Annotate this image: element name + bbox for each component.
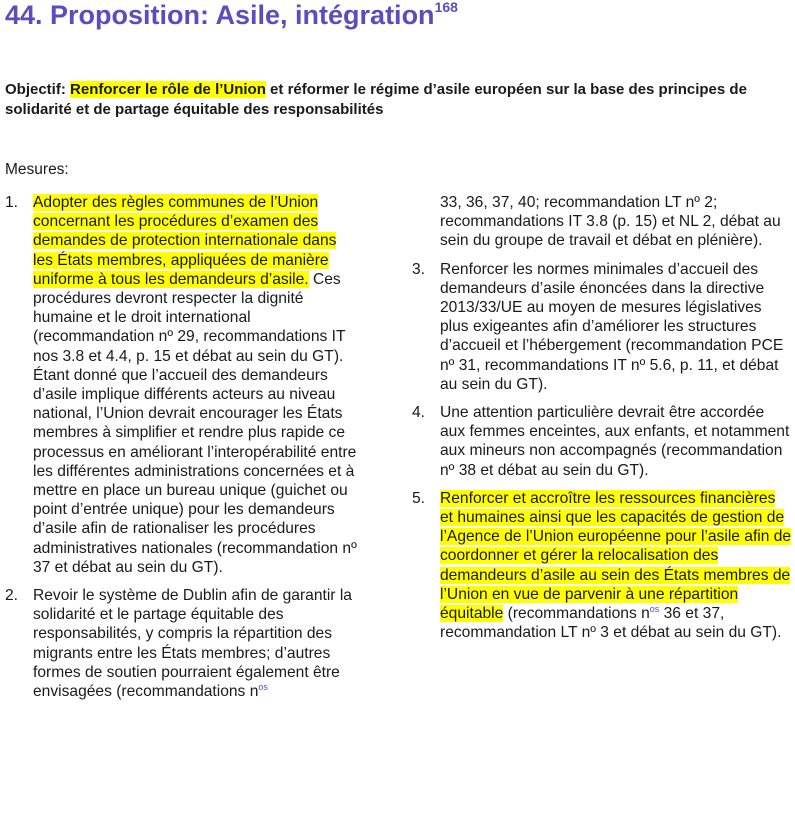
item-number: 4. xyxy=(412,404,426,422)
item-text: Ces procédures devront respecter la dignité humaine et le droit international (recommandation nº 29, recommandations IT nos 3.8 et 4.4, p. 15 et débat au sein du GT). Étant donné que l’accueil des demandeurs d’asile implique différents acteurs au niveau national, l’Union devrait encourager les États membres à simplifier et rendre plus rapide ce processus en améliorant l’interopérabilité entre les différentes administrations concernées et à mettre en place un bureau unique (guichet ou point d’entrée unique) pour les demandeurs d’asile afin de rationaliser les procédures administratives nationales (recommandation nº 37 et débat au sein du GT). xyxy=(33,270,357,576)
list-item xyxy=(5,586,360,701)
item-number: 1. xyxy=(5,194,19,211)
item-text-continued: 33, 36, 37, 40; recommandation LT nº 2; recommandations IT 3.8 (p. 15) et NL 2, débat au sein du groupe de travail et débat en plénière). xyxy=(440,194,781,250)
list-item xyxy=(412,489,792,643)
objective-label: Objectif: xyxy=(5,81,71,98)
objective-rest: et réformer le régime d’asile européen sur la base des principes de solidarité et de partage équitable des responsabilités xyxy=(5,81,747,118)
item-superscript: os xyxy=(649,603,660,614)
item-text: Renforcer les normes minimales d’accueil des demandeurs d’asile énoncées dans la directive 2013/33/UE au moyen de mesures législatives plus exigeantes afin d’améliorer les structures d’accueil et l’hébergement (recommandation PCE nº 31, recommandations IT nº 5.6, p. 11, et débat au sein du GT). xyxy=(440,260,784,393)
list-item xyxy=(412,260,792,394)
item-superscript: os xyxy=(258,681,268,692)
list-item xyxy=(5,193,360,577)
item-number: 3. xyxy=(412,260,426,278)
section-title-text: 44. Proposition: Asile, intégration xyxy=(5,0,435,30)
item-highlight: Adopter des règles communes de l’Union concernant les procédures d’examen des demandes de protection internationale dans les États membres, appliquées de manière uniforme à tous les demandeurs d’asile. xyxy=(33,194,337,288)
item-number: 5. xyxy=(412,489,426,507)
item-text: Une attention particulière devrait être accordée aux femmes enceintes, aux enfants, et notamment aux mineurs non accompagnés (recommandation nº 38 et débat au sein du GT). xyxy=(440,404,790,479)
objective-paragraph xyxy=(5,80,775,120)
left-column xyxy=(5,193,360,710)
right-column xyxy=(412,193,792,651)
item-text-after: 36 et 37, recommandation LT nº 3 et débat au sein du GT). xyxy=(440,605,782,642)
list-item xyxy=(412,403,792,480)
list-item-continuation xyxy=(412,193,792,251)
item-text: Revoir le système de Dublin afin de garantir la solidarité et le partage équitable des responsabilités, y compris la répartition des migrants entre les États membres; d’autres formes de soutien pourraient également être envisagées (recommandations n xyxy=(33,587,352,701)
objective-highlight: Renforcer le rôle de l’Union xyxy=(70,81,266,98)
section-title xyxy=(5,0,458,31)
mesures-label: Mesures: xyxy=(5,161,69,178)
footnote-ref: 168 xyxy=(434,0,458,15)
item-text: (recommandations n xyxy=(503,605,650,623)
item-number: 2. xyxy=(5,587,19,605)
item-highlight: Renforcer et accroître les ressources financières et humaines ainsi que les capacités de gestion de l’Agence de l’Union européenne pour l’asile afin de coordonner et gérer la relocalisation des demandeurs d’asile au sein des États membres de l’Union en vue de parvenir à une répartition équitable xyxy=(440,489,792,623)
